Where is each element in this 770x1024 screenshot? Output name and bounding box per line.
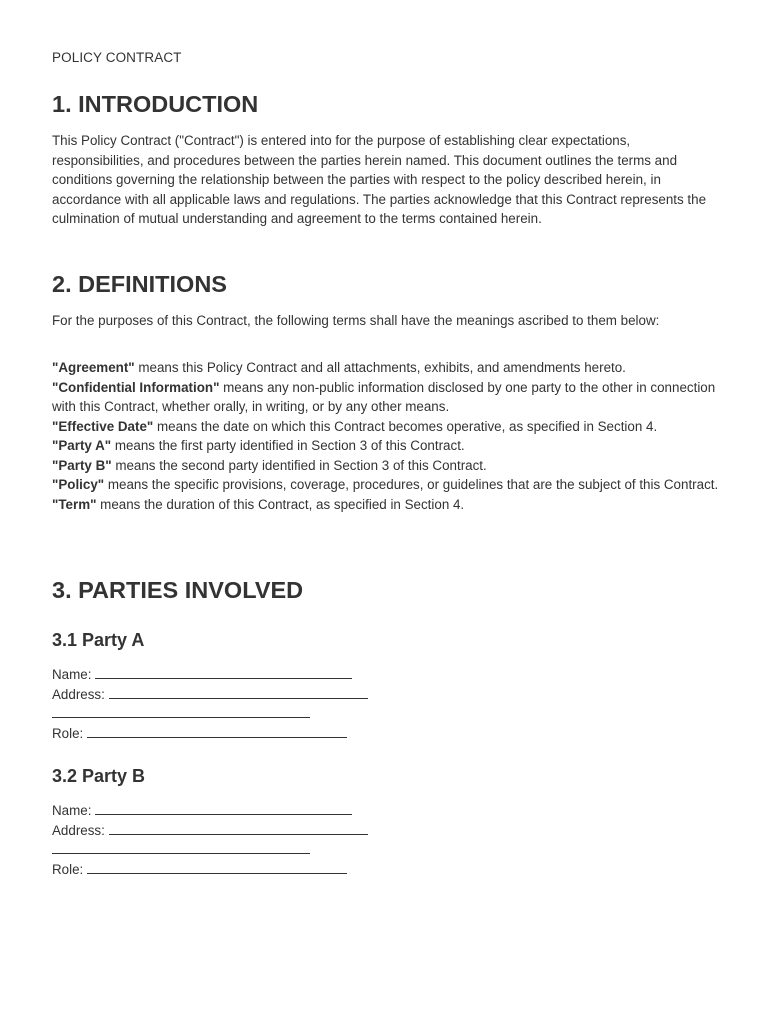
definition-text: means the duration of this Contract, as specified in Section 4. [96,496,465,512]
definition-text: means the first party identified in Section 3 of this Contract. [111,438,465,453]
party-b-name-line[interactable] [95,801,352,815]
introduction-paragraph: This Policy Contract ("Contract") is entered into for the purpose of establishing clear expectations, responsibilities, and procedures between the parties herein named. This document outlines the terms and conditions governing the relationship between the parties with respect to the policy described herein, in accordance with all applicable laws and regulations. The parties acknowledge that this Contract represents the culmination of mutual understanding and agreement to the terms contained herein. [52,133,707,226]
definition-item [52,436,720,456]
definition-text: means this Policy Contract and all attachments, exhibits, and amendments hereto. [134,360,626,375]
party-b-name-label: Name: [52,803,92,818]
party-b-address-line-2-blank[interactable] [52,840,310,854]
definition-term: "Party B" [52,457,112,473]
party-b-address-label: Address: [52,823,105,838]
party-a-role-line[interactable] [87,724,347,738]
subsection-heading-party-a: 3.1 Party A [52,630,145,650]
party-a-name-field[interactable] [52,665,352,685]
definition-item [52,358,720,378]
party-a-name-line[interactable] [95,665,352,679]
definition-term: "Policy" [52,477,105,492]
party-b-address-line-2[interactable] [52,840,310,860]
definition-term: "Term" [52,496,97,512]
section-heading-introduction: 1. INTRODUCTION [52,91,259,117]
document-title: POLICY CONTRACT [52,50,182,65]
party-b-role-label: Role: [52,862,84,877]
definition-text: means any non-public information disclosed by one party to the other in connection with this Contract, whether orally, in writing, or by any other means. [52,379,716,414]
definition-text: means the second party identified in Section 3 of this Contract. [111,457,487,473]
definition-term: "Party A" [52,438,112,453]
definitions-list [52,358,720,514]
definition-text: means the date on which this Contract becomes operative, as specified in Section 4. [153,418,658,434]
party-a-address-line-2[interactable] [52,704,310,724]
subsection-heading-party-b: 3.2 Party B [52,766,146,786]
definition-term: "Agreement" [52,360,135,375]
party-a-role-label: Role: [52,726,84,741]
section-heading-parties: 3. PARTIES INVOLVED [52,577,304,603]
definition-item [52,378,720,417]
party-a-address-line-2-blank[interactable] [52,704,310,718]
party-b-address-line[interactable] [109,821,368,835]
party-a-role-field[interactable] [52,724,347,744]
party-b-address-field[interactable] [52,821,368,841]
party-a-name-label: Name: [52,667,92,682]
definition-item [52,456,720,476]
definitions-intro: For the purposes of this Contract, the following terms shall have the meanings ascribed to them below: [52,313,660,328]
party-a-address-field[interactable] [52,685,368,705]
definition-term: "Confidential Information" [52,379,220,395]
definition-item [52,417,720,437]
section-heading-definitions: 2. DEFINITIONS [52,271,227,297]
party-a-address-line[interactable] [109,685,368,699]
party-b-role-line[interactable] [87,860,347,874]
definition-item [52,495,720,515]
party-b-name-field[interactable] [52,801,352,821]
definition-item [52,475,720,495]
definition-term: "Effective Date" [52,418,154,434]
party-a-address-label: Address: [52,687,105,702]
definition-text: means the specific provisions, coverage, procedures, or guidelines that are the subject of this Contract. [104,477,719,492]
party-b-role-field[interactable] [52,860,347,880]
